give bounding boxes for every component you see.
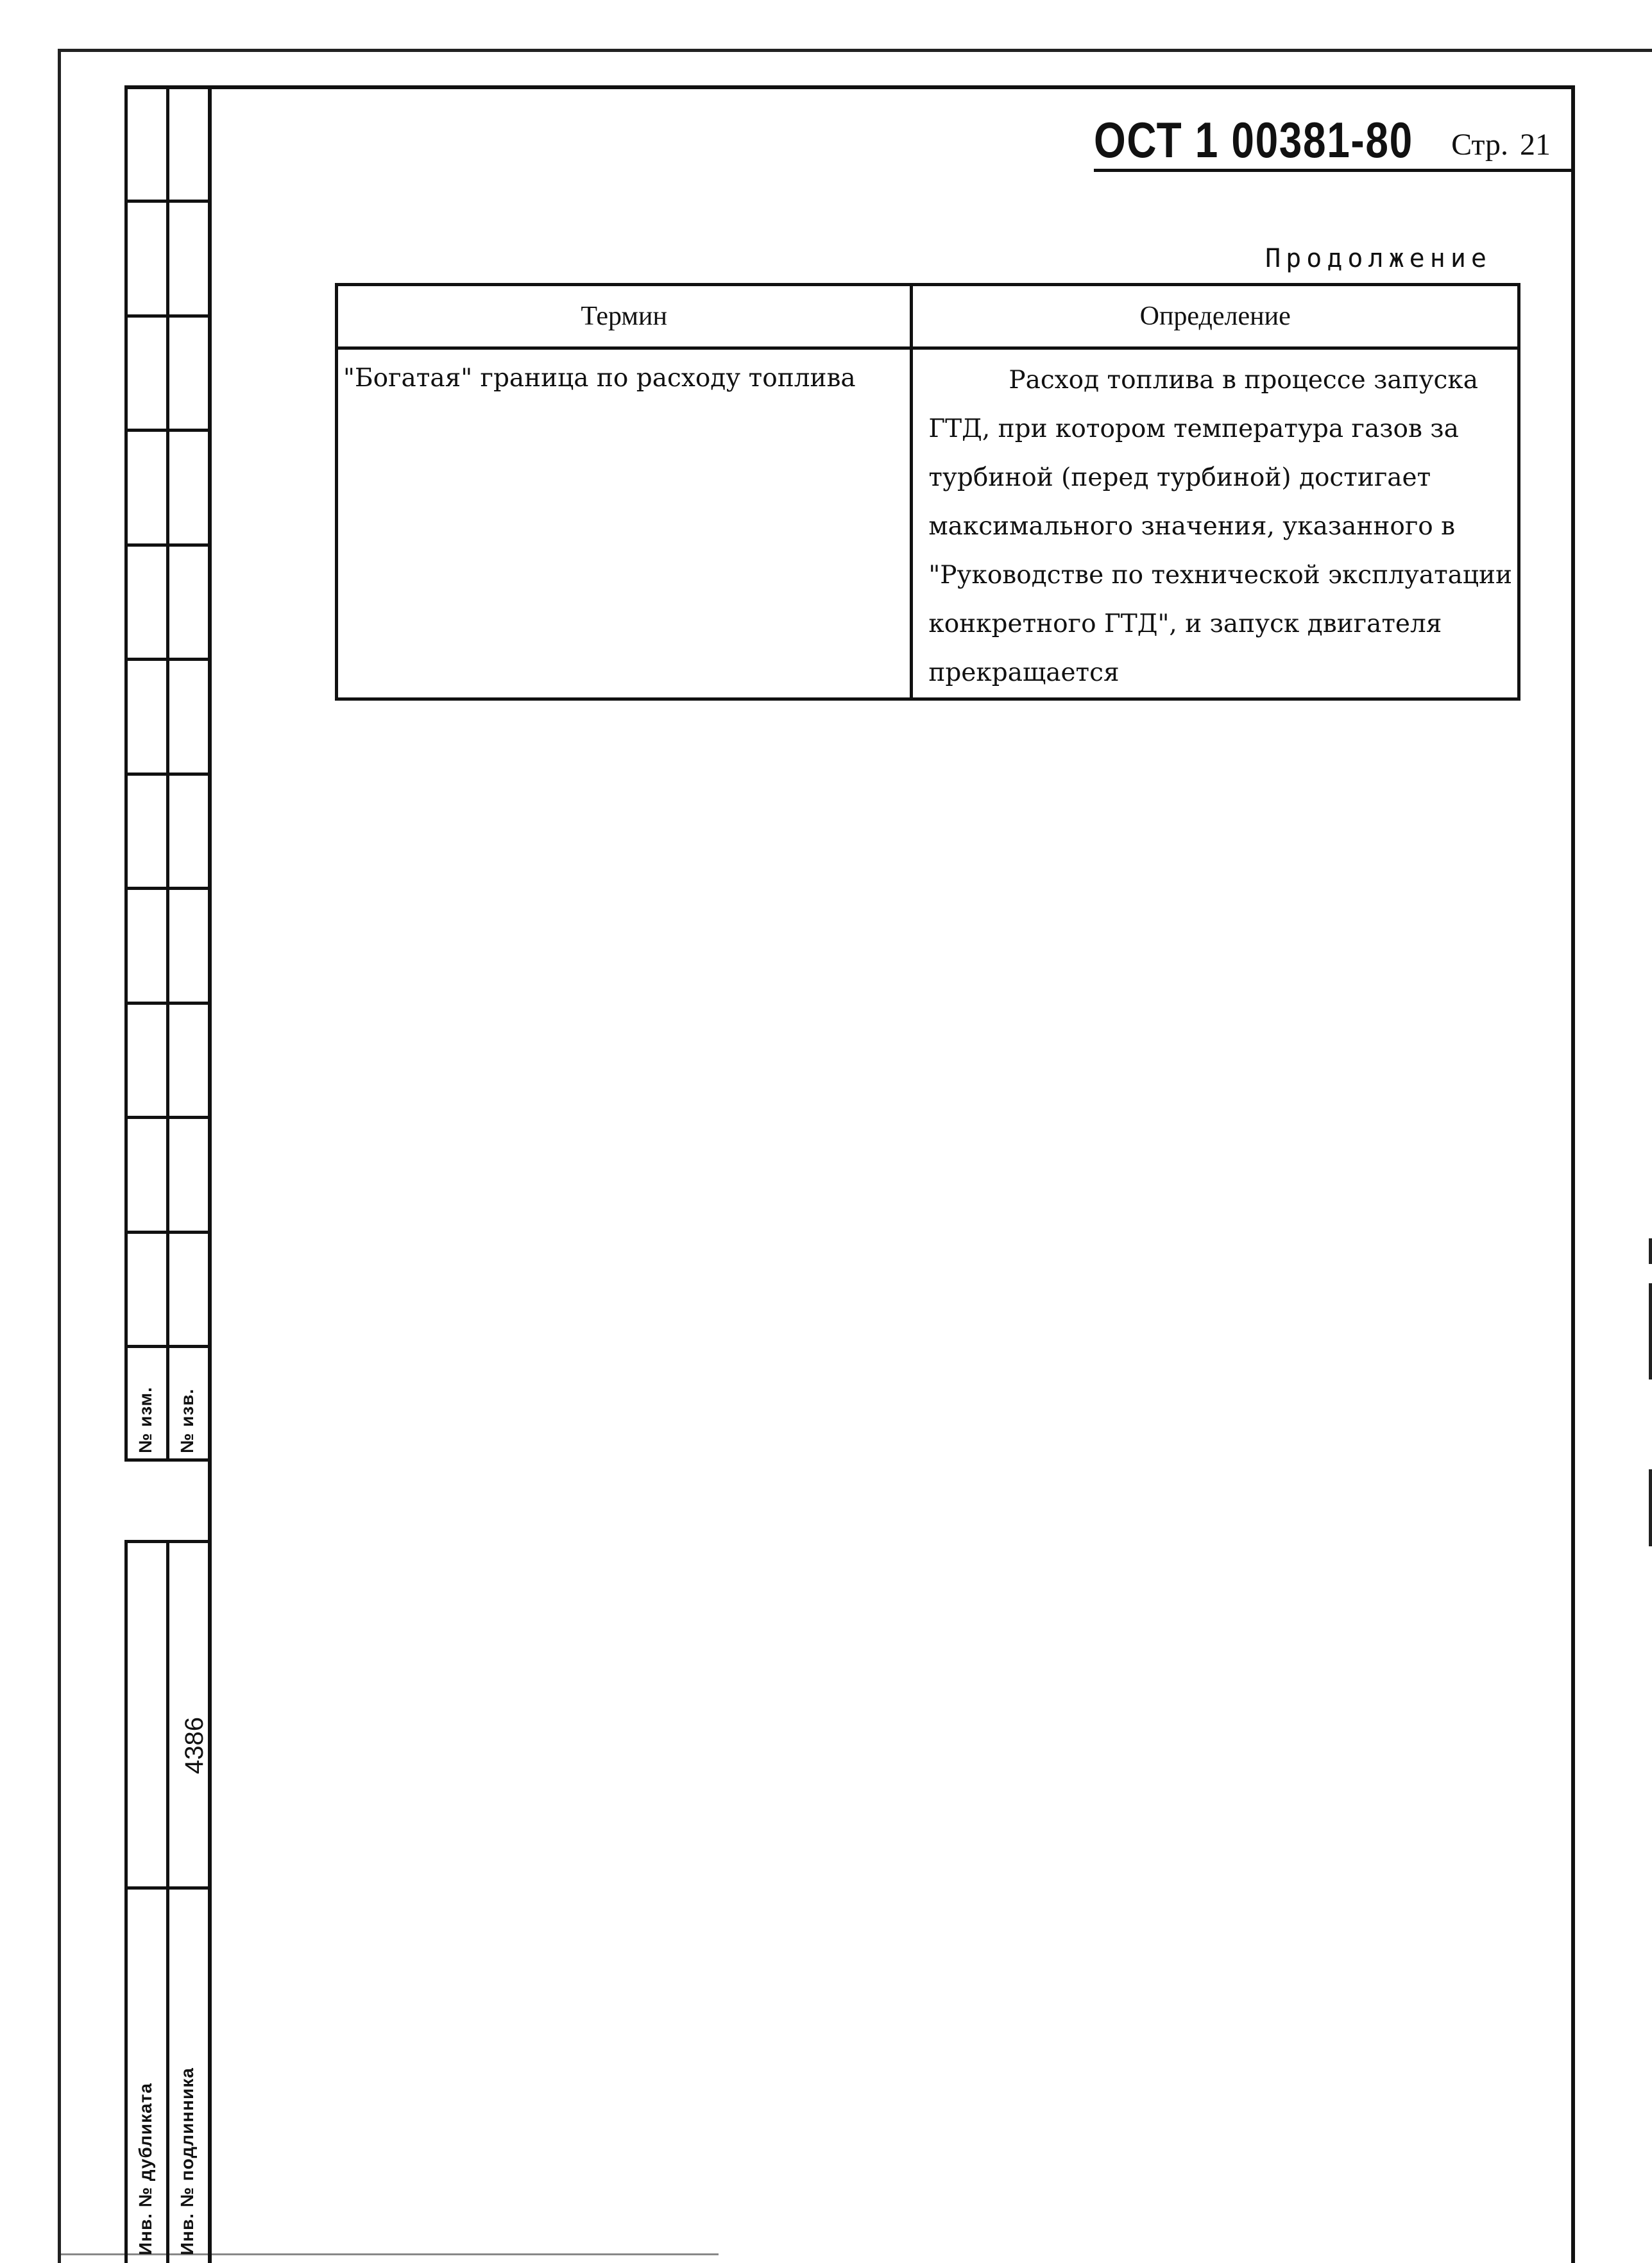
term-cell: "Богатая" граница по расходу топлива (337, 348, 912, 699)
form-frame-top (124, 85, 1575, 89)
notice-number-label: № изв. (177, 1388, 197, 1453)
stamp-row-divider (128, 1345, 212, 1348)
scan-edge-mark (1649, 1469, 1652, 1546)
page-number: 21 (1520, 128, 1551, 162)
table-row (337, 348, 1519, 699)
original-inventory-number: 4386 (180, 1717, 209, 1774)
stamp-row-divider (128, 543, 212, 547)
stamp-column-divider (166, 1543, 169, 2263)
stamp-row-divider (128, 314, 212, 318)
document-code: ОСТ 1 00381-80 (1094, 112, 1413, 168)
duplicate-inventory-label: Инв. № дубликата (135, 2083, 155, 2255)
scan-edge-mark (1649, 1238, 1652, 1264)
change-number-label: № изм. (135, 1387, 155, 1453)
scan-edge-mark (1649, 1283, 1652, 1379)
revision-stamp-column (124, 85, 212, 1462)
column-header-definition: Определение (912, 285, 1519, 348)
stamp-row-divider (128, 429, 212, 432)
page-label: Стр. (1451, 128, 1509, 162)
stamp-row-divider (128, 773, 212, 776)
stamp-row-divider (128, 1116, 212, 1119)
definition-line: конкретного ГТД", и запуск двигателя (928, 610, 1442, 638)
continuation-label: Продолжение (1265, 244, 1492, 273)
definition-line: "Руководстве по технической эксплуатации (928, 561, 1512, 590)
table-header-row (337, 285, 1519, 348)
definition-line: прекращается (928, 658, 1120, 687)
page-frame-top (58, 49, 1652, 52)
column-header-term: Термин (337, 285, 912, 348)
form-frame-right (1571, 85, 1575, 2263)
document-header (1094, 108, 1572, 172)
definition-line: ГТД, при котором температура газов за (928, 414, 1459, 443)
page-frame-left (58, 49, 61, 2263)
stamp-row-divider (128, 1002, 212, 1005)
definition-line: турбиной (перед турбиной) достигает (928, 463, 1431, 492)
stamp-row-divider (128, 200, 212, 203)
stamp-row-divider (128, 1458, 212, 1462)
stamp-row-divider (128, 1231, 212, 1234)
stamp-row-divider (128, 658, 212, 661)
stamp-row-divider (128, 887, 212, 890)
definition-line: максимального значения, указанного в (928, 512, 1456, 541)
terms-table (335, 283, 1520, 701)
definition-line: Расход топлива в процессе запуска (1009, 366, 1479, 395)
original-inventory-label: Инв. № подлинника (177, 2067, 197, 2255)
definition-cell (912, 348, 1519, 699)
stamp-row-divider (128, 1886, 212, 1890)
inventory-stamp-column (124, 1540, 212, 2263)
